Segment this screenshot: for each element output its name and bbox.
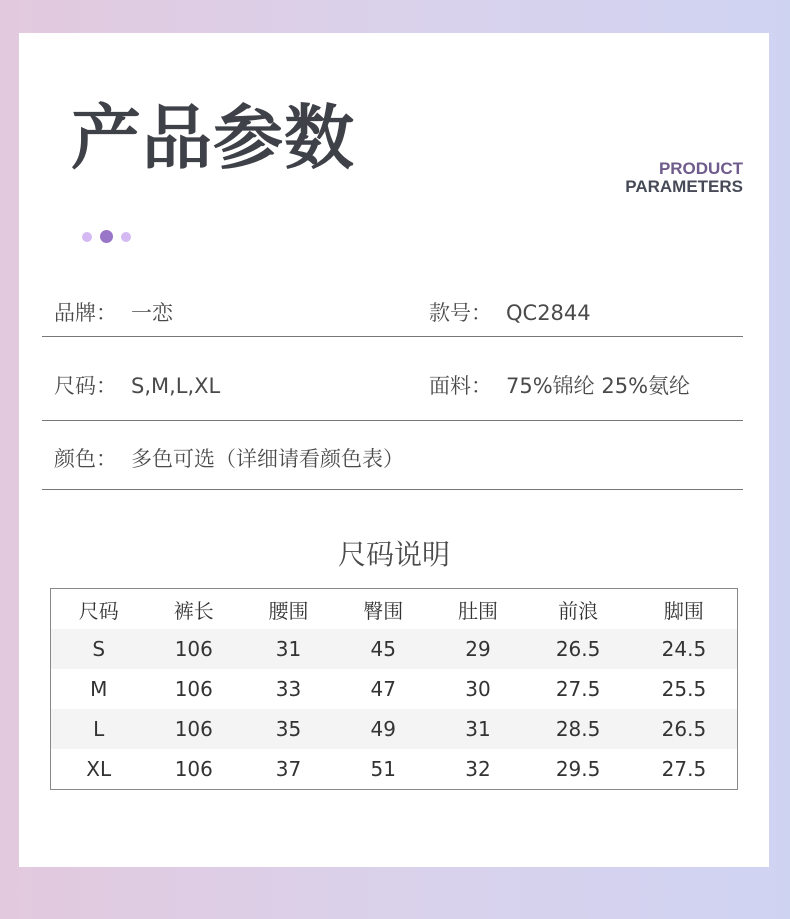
subtitle-line-1: PRODUCT <box>658 159 743 178</box>
table-cell: 33 <box>275 677 302 701</box>
table-cell: 29.5 <box>555 757 601 781</box>
fabric-value: 75%锦纶 25%氨纶 <box>506 374 691 398</box>
table-cell: 30 <box>465 677 491 701</box>
fabric-field <box>429 370 690 400</box>
table-row <box>51 709 738 749</box>
table-cell: XL <box>86 757 112 781</box>
page-title: 产品参数 <box>71 97 355 179</box>
product-parameters-card <box>19 33 769 867</box>
color-value: 多色可选（详细请看颜色表） <box>131 447 404 471</box>
table-row <box>51 669 738 709</box>
size-chart-title: 尺码说明 <box>337 538 450 571</box>
table-cell: 32 <box>465 757 491 781</box>
fabric-label: 面料： <box>429 374 492 398</box>
model-label: 款号： <box>429 301 492 325</box>
table-cell: 45 <box>336 629 431 669</box>
size-label: 尺码： <box>54 374 117 398</box>
column-header: 肚围 <box>457 598 498 623</box>
table-cell: 28.5 <box>525 709 630 749</box>
info-row-color <box>42 421 743 490</box>
table-cell: 25.5 <box>661 677 707 701</box>
table-cell: 27.5 <box>555 677 601 701</box>
color-field <box>54 443 404 473</box>
size-value: S,M,L,XL <box>131 374 221 398</box>
model-field <box>429 297 591 327</box>
size-field <box>54 370 220 400</box>
column-header: 裤长 <box>173 598 214 623</box>
column-header: 脚围 <box>663 598 704 623</box>
dot-icon <box>100 230 113 243</box>
column-header: 尺码 <box>78 598 119 623</box>
table-cell: 106 <box>174 677 213 701</box>
table-row <box>51 629 738 669</box>
column-header: 臀围 <box>363 598 404 623</box>
dot-icon <box>121 232 131 242</box>
info-row-brand <box>42 283 743 337</box>
table-cell: 26.5 <box>525 629 630 669</box>
table-cell: 26.5 <box>631 709 738 749</box>
table-cell: 37 <box>275 757 302 781</box>
table-row <box>51 749 738 790</box>
column-header: 腰围 <box>268 598 309 623</box>
table-cell: 31 <box>431 709 526 749</box>
table-cell: 47 <box>370 677 396 701</box>
english-subtitle <box>625 160 743 196</box>
size-chart-table <box>50 588 738 790</box>
table-cell: M <box>90 677 108 701</box>
table-cell: 29 <box>431 629 526 669</box>
table-cell: 24.5 <box>631 629 738 669</box>
dot-icon <box>82 232 92 242</box>
color-label: 颜色： <box>54 447 117 471</box>
table-cell: 31 <box>241 629 336 669</box>
table-cell: 51 <box>370 757 396 781</box>
table-cell: 49 <box>336 709 431 749</box>
table-cell: L <box>51 709 147 749</box>
table-cell: 27.5 <box>661 757 707 781</box>
table-header-row <box>51 589 738 630</box>
table-cell: 35 <box>241 709 336 749</box>
info-row-size <box>42 337 743 421</box>
model-value: QC2844 <box>506 301 591 325</box>
table-cell: 106 <box>146 629 241 669</box>
table-cell: S <box>51 629 147 669</box>
brand-value: 一恋 <box>131 301 173 325</box>
table-cell: 106 <box>174 757 213 781</box>
brand-label: 品牌： <box>54 301 117 325</box>
column-header: 前浪 <box>558 598 599 623</box>
brand-field <box>54 297 173 327</box>
subtitle-line-2: PARAMETERS <box>625 177 743 196</box>
table-cell: 106 <box>146 709 241 749</box>
